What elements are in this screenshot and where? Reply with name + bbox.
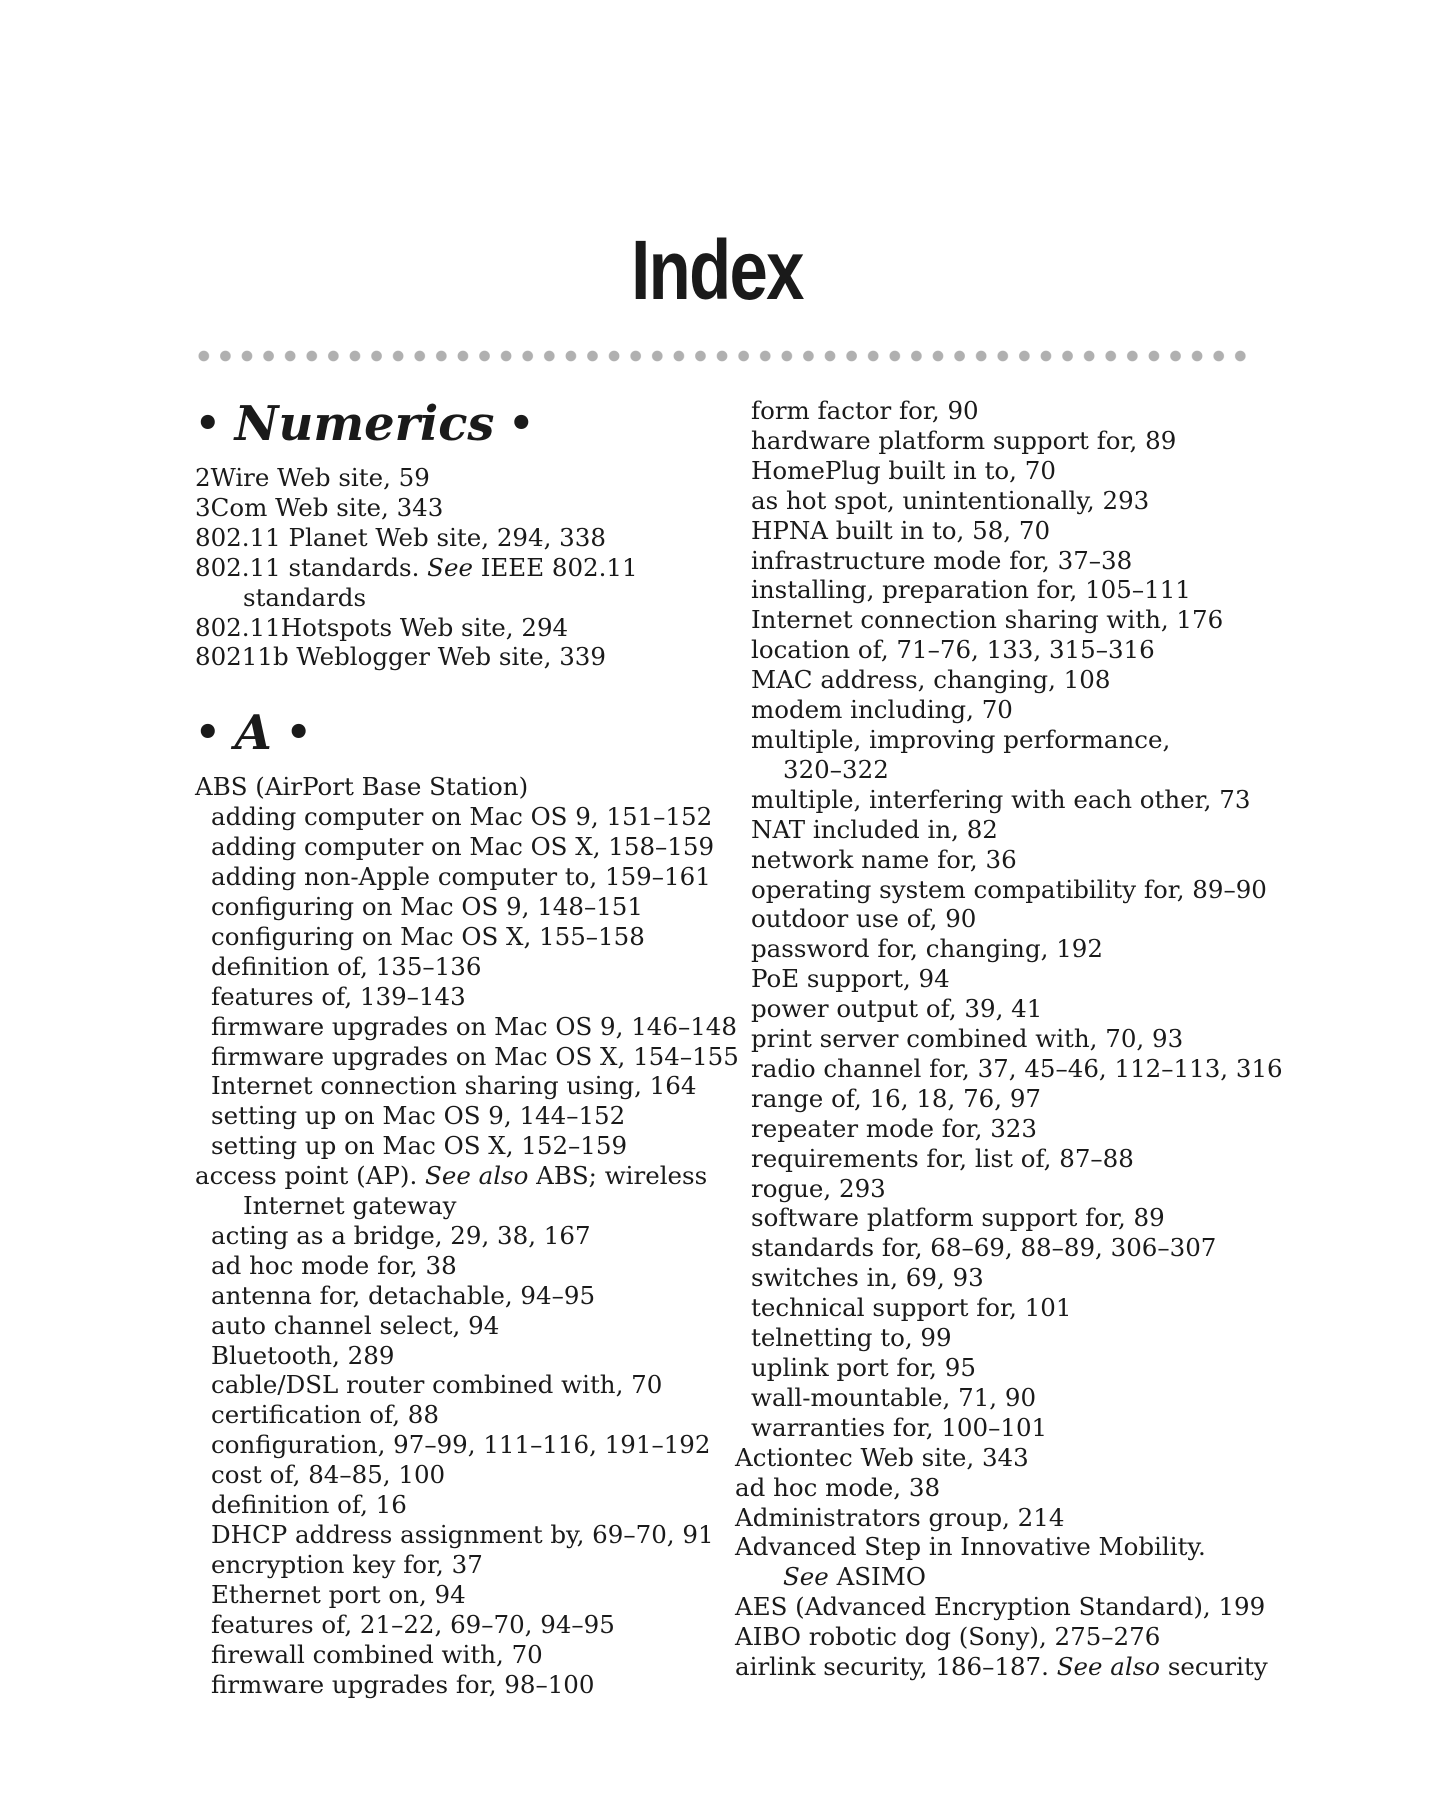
index-entry: ABS (AirPort Base Station) <box>195 772 529 802</box>
index-subentry: PoE support, 94 <box>751 964 950 994</box>
index-subentry: Internet connection sharing using, 164 <box>211 1071 697 1101</box>
index-subentry: password for, changing, 192 <box>751 934 1103 964</box>
index-subentry: range of, 16, 18, 76, 97 <box>751 1083 1042 1113</box>
index-subentry: adding computer on Mac OS 9, 151–152 <box>211 802 713 832</box>
index-subentry-continuation: 320–322 <box>783 754 889 784</box>
index-subentry: MAC address, changing, 108 <box>751 665 1111 695</box>
index-subentry: repeater mode for, 323 <box>751 1113 1037 1143</box>
index-entry: 802.11Hotspots Web site, 294 <box>195 612 569 642</box>
index-subentry: HPNA built in to, 58, 70 <box>751 515 1051 545</box>
index-subentry: acting as a bridge, 29, 38, 167 <box>211 1220 591 1250</box>
index-subentry: operating system compatibility for, 89–90 <box>751 874 1267 904</box>
index-subentry: firewall combined with, 70 <box>211 1639 543 1669</box>
index-entry-continuation: Internet gateway <box>243 1191 457 1221</box>
index-subentry: print server combined with, 70, 93 <box>751 1024 1184 1054</box>
index-subentry: antenna for, detachable, 94–95 <box>211 1280 596 1310</box>
bullet-icon: • <box>195 709 221 757</box>
index-subentry: location of, 71–76, 133, 315–316 <box>751 635 1155 665</box>
index-subentry: installing, preparation for, 105–111 <box>751 575 1191 605</box>
bullet-icon: • <box>508 400 535 447</box>
index-subentry: multiple, improving performance, <box>751 724 1171 754</box>
index-subentry: power output of, 39, 41 <box>751 994 1043 1024</box>
index-entry-continuation: See ASIMO <box>783 1562 926 1592</box>
index-entry: Advanced Step in Innovative Mobility. <box>735 1532 1206 1562</box>
index-subentry: uplink port for, 95 <box>751 1353 976 1382</box>
index-subentry: NAT included in, 82 <box>751 814 998 844</box>
index-subentry: Ethernet port on, 94 <box>211 1579 466 1609</box>
index-entry: airlink security, 186–187. See also security <box>735 1652 1268 1682</box>
index-subentry: network name for, 36 <box>751 844 1017 874</box>
index-subentry: hardware platform support for, 89 <box>751 425 1177 455</box>
index-subentry: setting up on Mac OS X, 152–159 <box>211 1131 628 1161</box>
index-subentry: definition of, 16 <box>211 1490 407 1520</box>
index-entry: ad hoc mode, 38 <box>735 1472 941 1502</box>
index-entry: AIBO robotic dog (Sony), 275–276 <box>735 1622 1161 1652</box>
index-subentry: cost of, 84–85, 100 <box>211 1460 446 1490</box>
index-entry: 80211b Weblogger Web site, 339 <box>195 642 606 672</box>
index-subentry: configuring on Mac OS X, 155–158 <box>211 921 645 951</box>
page-title: Index <box>631 223 803 317</box>
index-entry: Actiontec Web site, 343 <box>735 1442 1029 1472</box>
section-heading-label: Numerics <box>234 396 495 452</box>
index-subentry: firmware upgrades on Mac OS X, 154–155 <box>211 1041 739 1071</box>
index-subentry: Internet connection sharing with, 176 <box>751 605 1224 635</box>
index-subentry: wall-mountable, 71, 90 <box>751 1382 1037 1412</box>
index-subentry: rogue, 293 <box>751 1173 886 1203</box>
index-subentry: adding computer on Mac OS X, 158–159 <box>211 832 715 862</box>
index-subentry: radio channel for, 37, 45–46, 112–113, 316 <box>751 1053 1283 1083</box>
index-column-left <box>195 396 739 1699</box>
index-subentry: infrastructure mode for, 37–38 <box>751 545 1133 575</box>
index-subentry: encryption key for, 37 <box>211 1549 483 1579</box>
index-subentry: software platform support for, 89 <box>751 1203 1165 1233</box>
index-subentry: ad hoc mode for, 38 <box>211 1250 457 1280</box>
index-subentry: auto channel select, 94 <box>211 1310 500 1340</box>
index-subentry: configuring on Mac OS 9, 148–151 <box>211 891 643 921</box>
index-entry: 3Com Web site, 343 <box>195 492 444 522</box>
index-subentry: DHCP address assignment by, 69–70, 91 <box>211 1520 714 1549</box>
index-subentry: form factor for, 90 <box>751 396 979 425</box>
index-subentry: HomePlug built in to, 70 <box>751 455 1056 485</box>
index-column-right <box>735 396 1283 1682</box>
index-subentry: Bluetooth, 289 <box>211 1340 395 1370</box>
index-subentry: cable/DSL router combined with, 70 <box>211 1370 663 1400</box>
section-heading-numerics <box>195 396 715 452</box>
dotted-divider <box>193 350 1247 362</box>
index-subentry: configuration, 97–99, 111–116, 191–192 <box>211 1430 711 1460</box>
index-entry: AES (Advanced Encryption Standard), 199 <box>735 1592 1266 1622</box>
index-entry: 802.11 standards. See IEEE 802.11 <box>195 552 638 582</box>
index-subentry: adding non-Apple computer to, 159–161 <box>211 862 711 892</box>
index-subentry: firmware upgrades on Mac OS 9, 146–148 <box>211 1011 737 1041</box>
index-subentry: warranties for, 100–101 <box>751 1412 1048 1442</box>
index-subentry: requirements for, list of, 87–88 <box>751 1143 1134 1173</box>
index-subentry: setting up on Mac OS 9, 144–152 <box>211 1101 626 1131</box>
index-subentry: technical support for, 101 <box>751 1293 1072 1323</box>
index-subentry: features of, 139–143 <box>211 981 466 1011</box>
index-entry: access point (AP). See also ABS; wireless <box>195 1161 708 1191</box>
index-subentry: modem including, 70 <box>751 695 1013 725</box>
index-subentry: standards for, 68–69, 88–89, 306–307 <box>751 1233 1217 1263</box>
index-entry: 2Wire Web site, 59 <box>195 463 430 492</box>
index-subentry: definition of, 135–136 <box>211 951 482 981</box>
index-subentry: firmware upgrades for, 98–100 <box>211 1669 595 1699</box>
bullet-icon: • <box>195 400 221 447</box>
index-entry-continuation: standards <box>243 582 367 612</box>
section-heading-label: A <box>234 705 272 762</box>
index-subentry: outdoor use of, 90 <box>751 904 977 934</box>
bullet-icon: • <box>285 709 312 757</box>
index-entry: 802.11 Planet Web site, 294, 338 <box>195 522 606 552</box>
index-subentry: multiple, interfering with each other, 73 <box>751 784 1251 814</box>
index-subentry: as hot spot, unintentionally, 293 <box>751 485 1150 515</box>
section-heading-a <box>195 705 715 761</box>
index-subentry: telnetting to, 99 <box>751 1323 952 1353</box>
index-subentry: certification of, 88 <box>211 1400 439 1430</box>
index-entry: Administrators group, 214 <box>735 1502 1065 1532</box>
index-subentry: features of, 21–22, 69–70, 94–95 <box>211 1609 615 1639</box>
index-subentry: switches in, 69, 93 <box>751 1263 984 1293</box>
